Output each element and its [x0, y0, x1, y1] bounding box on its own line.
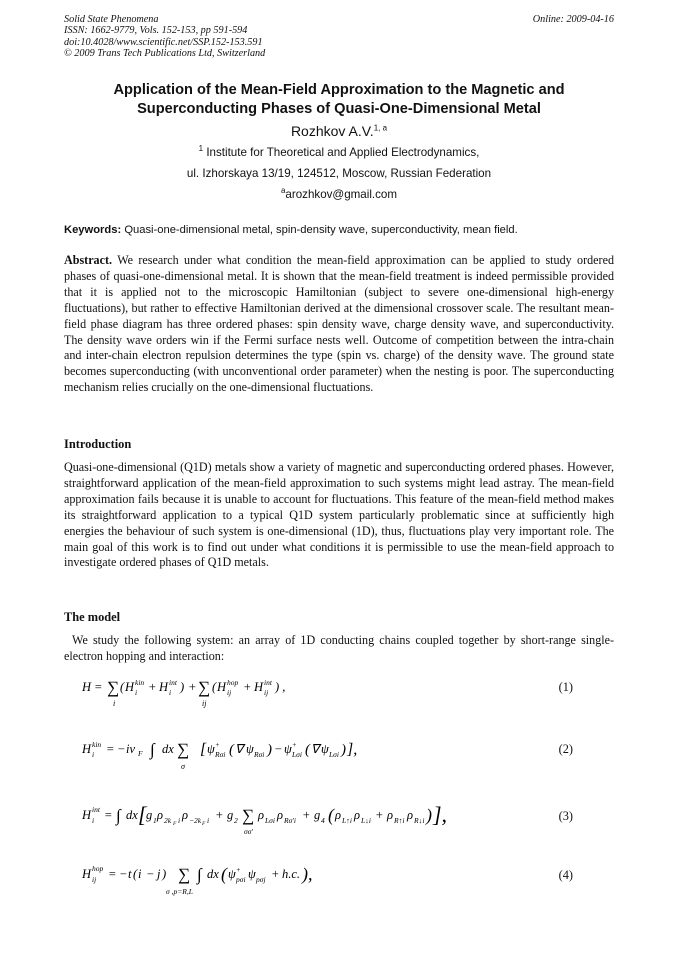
svg-text:(: ( — [133, 867, 138, 881]
svg-text:[: [ — [138, 802, 147, 827]
equation-3 — [80, 797, 600, 836]
svg-text:i: i — [135, 688, 138, 697]
equation-4 — [80, 858, 600, 896]
svg-text:),: ), — [302, 864, 313, 884]
svg-text:ij: ij — [264, 688, 269, 697]
svg-text:ρ: ρ — [157, 808, 163, 822]
svg-text:): ) — [162, 867, 167, 881]
author — [60, 123, 618, 139]
svg-text:L↓i: L↓i — [361, 816, 372, 825]
svg-text:Rσ′i: Rσ′i — [284, 816, 297, 825]
journal-name: Solid State Phenomena — [64, 14, 159, 25]
author-superscript: 1, a — [373, 123, 388, 133]
abstract-label: Abstract. — [64, 253, 113, 267]
svg-text:],: ], — [433, 802, 448, 827]
svg-text:j: j — [157, 867, 161, 881]
svg-text:H: H — [217, 680, 227, 694]
equation-3-number: (3) — [558, 809, 573, 823]
svg-text:∑: ∑ — [177, 740, 190, 759]
svg-text:Lσi: Lσi — [292, 750, 302, 759]
svg-text:Lσi: Lσi — [329, 750, 339, 759]
equation-2-number: (2) — [558, 742, 573, 756]
svg-text:=: = — [94, 680, 103, 694]
email-superscript: a — [280, 186, 286, 196]
svg-text:ψ: ψ — [207, 742, 215, 756]
author-email-line — [60, 188, 618, 201]
svg-text:1: 1 — [153, 816, 157, 825]
keywords-text: Quasi-one-dimensional metal, spin-density wave, superconductivity, mean field. — [124, 224, 518, 236]
svg-text:=: = — [108, 867, 117, 881]
svg-text:+: + — [292, 741, 297, 749]
svg-text:g: g — [227, 808, 234, 822]
svg-text:H: H — [159, 680, 169, 694]
introduction-heading: Introduction — [64, 437, 132, 451]
svg-text:ρ: ρ — [182, 808, 188, 822]
svg-text:iv: iv — [126, 742, 136, 756]
svg-text:R↑i: R↑i — [394, 816, 405, 825]
svg-text:[: [ — [200, 741, 207, 758]
introduction-text: Quasi-one-dimensional (Q1D) metals show a variety of magnetic and superconducting ordered phases. However, straightforward application of the mean-field approximation to such systems might lead astray. The mean-field approximation fails because it is unable to account for fluctuations. This feature of the mean-field method makes its straightforward application to a typical Q1D system particularly problematic since at sufficiently high energies the behaviour of such system is one-dimensional (1D), thus, fluctuations play very important role. The main goal of this work is to find out under what conditions it is permissible to use the mean-field approach to investigate ordered phases of Q1D metals. — [64, 460, 614, 570]
paper-title — [60, 81, 618, 119]
svg-text:(: ( — [305, 742, 310, 758]
svg-text:ψ: ψ — [321, 742, 329, 756]
svg-text:ψ: ψ — [246, 742, 254, 756]
institute-name: Institute for Theoretical and Applied Electrodynamics, — [206, 146, 480, 159]
svg-text:∑: ∑ — [178, 865, 191, 884]
svg-text:ψ: ψ — [248, 867, 256, 881]
equation-2-formula — [80, 733, 360, 773]
svg-text:ij: ij — [202, 699, 207, 708]
svg-text:+: + — [243, 680, 252, 694]
svg-text:H: H — [254, 680, 264, 694]
svg-text:) ,: ) , — [275, 680, 286, 694]
svg-text:σ ,p=R,L: σ ,p=R,L — [166, 887, 193, 896]
svg-text:H: H — [82, 808, 92, 822]
svg-text:ψ: ψ — [228, 867, 236, 881]
journal-issn: ISSN: 1662-9779, Vols. 152-153, pp 591-594 — [64, 25, 248, 37]
svg-text:int: int — [92, 805, 100, 814]
svg-text:pσj: pσj — [256, 875, 266, 884]
title-line-2: Superconducting Phases of Quasi-One-Dimensional Metal — [137, 101, 541, 117]
svg-text:i: i — [178, 816, 181, 825]
affiliation-institute — [60, 146, 618, 159]
svg-text:F: F — [202, 821, 206, 827]
svg-text:(: ( — [229, 742, 234, 758]
svg-text:hop: hop — [92, 864, 104, 873]
svg-text:+: + — [188, 680, 197, 694]
equation-1 — [80, 674, 600, 708]
svg-text:+: + — [375, 808, 384, 822]
svg-text:ψ: ψ — [284, 742, 292, 756]
svg-text:(: ( — [120, 680, 125, 694]
equation-1-formula — [80, 674, 320, 710]
online-date: Online: 2009-04-16 — [532, 14, 614, 25]
title-line-1: Application of the Mean-Field Approximation to the Magnetic and — [113, 82, 565, 98]
svg-text:σ: σ — [181, 762, 185, 771]
svg-text:F: F — [173, 821, 177, 827]
svg-text:R↓i: R↓i — [414, 816, 425, 825]
svg-text:=: = — [104, 808, 113, 822]
model-text: We study the following system: an array of 1D conducting chains coupled together by short-range single-electron hopping and interaction: — [64, 633, 614, 663]
svg-text:ρ: ρ — [335, 808, 341, 822]
svg-text:∇: ∇ — [235, 742, 244, 756]
svg-text:∑: ∑ — [107, 678, 120, 697]
svg-text:ij: ij — [227, 688, 232, 697]
affiliation-superscript: 1 — [198, 144, 204, 154]
svg-text:+: + — [148, 680, 157, 694]
svg-text:dx: dx — [126, 808, 138, 822]
affiliation-address: ul. Izhorskaya 13/19, 124512, Moscow, Russian Federation — [186, 167, 492, 180]
svg-text:∑: ∑ — [242, 806, 255, 825]
svg-text:g: g — [146, 808, 153, 822]
svg-text:H: H — [82, 680, 92, 694]
equation-4-number: (4) — [558, 868, 573, 882]
svg-text:t: t — [128, 867, 132, 881]
svg-text:=: = — [106, 742, 115, 756]
svg-text:H: H — [82, 742, 92, 756]
svg-text:Lσi: Lσi — [265, 816, 275, 825]
keywords-label: Keywords: — [64, 224, 122, 236]
svg-text:∫: ∫ — [116, 806, 121, 825]
equation-3-formula — [80, 797, 450, 839]
svg-text:ij: ij — [92, 875, 97, 884]
abstract — [64, 253, 614, 396]
svg-text:ρ: ρ — [387, 808, 393, 822]
author-email: arozhkov@gmail.com — [285, 188, 398, 201]
svg-text:σσ′: σσ′ — [244, 827, 254, 836]
author-name: Rozhkov A.V. — [290, 123, 374, 139]
svg-text:+: + — [302, 808, 311, 822]
svg-text:i: i — [138, 867, 142, 881]
svg-text:i: i — [92, 816, 95, 825]
equation-4-formula — [80, 858, 340, 900]
model-heading: The model — [64, 610, 121, 624]
svg-text:−: − — [146, 867, 155, 881]
svg-text:): ) — [341, 742, 346, 758]
svg-text:hop: hop — [227, 678, 239, 687]
journal-copyright: © 2009 Trans Tech Publications Ltd, Switzerland — [64, 47, 266, 59]
svg-text:∫: ∫ — [150, 740, 155, 759]
svg-text:): ) — [426, 805, 432, 825]
journal-header — [64, 14, 265, 59]
svg-text:+: + — [271, 867, 280, 881]
svg-text:int: int — [169, 678, 177, 687]
svg-text:ρ: ρ — [277, 808, 283, 822]
svg-text:kin: kin — [92, 740, 102, 749]
svg-text:i: i — [113, 699, 116, 708]
svg-text:kin: kin — [135, 678, 145, 687]
svg-text:ρ: ρ — [258, 808, 264, 822]
svg-text:ρ: ρ — [354, 808, 360, 822]
svg-text:−: − — [119, 867, 128, 881]
equation-2 — [80, 733, 600, 771]
svg-text:(: ( — [212, 680, 217, 694]
svg-text:g: g — [314, 808, 321, 822]
svg-text:int: int — [264, 678, 272, 687]
svg-text:Rσi: Rσi — [215, 750, 226, 759]
svg-text:∫: ∫ — [197, 865, 202, 884]
svg-text:): ) — [180, 680, 185, 694]
svg-text:i: i — [169, 688, 172, 697]
svg-text:4: 4 — [321, 816, 325, 825]
svg-text:(: ( — [328, 805, 334, 825]
svg-text:pσi: pσi — [236, 875, 246, 884]
svg-text:i: i — [207, 816, 210, 825]
svg-text:ρ: ρ — [407, 808, 413, 822]
svg-text:F: F — [138, 749, 143, 758]
svg-text:): ) — [267, 742, 272, 758]
svg-text:i: i — [92, 750, 95, 759]
svg-text:dx: dx — [162, 742, 174, 756]
svg-text:+: + — [236, 866, 241, 874]
svg-text:2k: 2k — [164, 816, 172, 825]
svg-text:H: H — [125, 680, 135, 694]
svg-text:−: − — [117, 742, 126, 756]
svg-text:+: + — [215, 808, 224, 822]
abstract-text: We research under what condition the mean-field approximation can be applied to study ordered phases of quasi-one-dimensional metal. It is shown that the mean-field treatment is indeed permissible provided that it is applied not to the microscopic Hamiltonian (subject to severe one-dimensional high-energy fluctuations), but rather to effective Hamiltonian derived at the dimensional crossover scale. The resultant mean-field phase diagram has three ordered phases: spin density wave, charge density wave, and superconductivity. The density wave orders win if the Fermi surface nests well. Outcome of competition between the intra-chain and inter-chain electron repulsion determines the type (spin vs. charge) of the density wave. The ground state becomes superconducting (with unconventional order parameter) when the nesting is poor. The superconducting mechanism relies crucially on the one-dimensional fluctuations. — [64, 253, 614, 395]
equation-1-number: (1) — [558, 680, 573, 694]
svg-text:2: 2 — [234, 816, 238, 825]
svg-text:L↑i: L↑i — [342, 816, 353, 825]
svg-text:dx: dx — [207, 867, 219, 881]
svg-text:∑: ∑ — [198, 678, 211, 697]
svg-text:−: − — [274, 742, 283, 756]
svg-text:+: + — [215, 741, 220, 749]
journal-doi: doi:10.4028/www.scientific.net/SSP.152-153.591 — [64, 36, 263, 48]
svg-text:H: H — [82, 867, 92, 881]
svg-text:Rσi: Rσi — [254, 750, 265, 759]
svg-text:(: ( — [221, 864, 227, 884]
svg-text:h.c.: h.c. — [282, 867, 301, 881]
svg-text:−2k: −2k — [189, 816, 202, 825]
svg-text:],: ], — [347, 741, 358, 758]
keywords — [64, 224, 616, 236]
svg-text:∇: ∇ — [311, 742, 320, 756]
